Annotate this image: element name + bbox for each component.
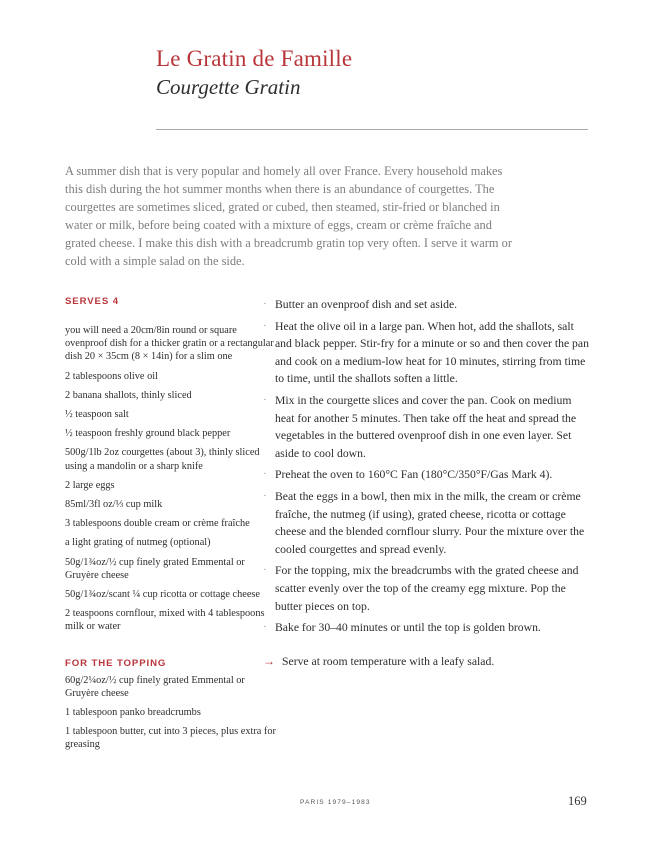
ingredient-item: you will need a 20cm/8in round or square ovenproof dish for a thicker gratin or a rectangular dish 20 × 35cm (8 × 14in) for a slim one [65, 325, 274, 363]
running-footer: PARIS 1979–1983 [300, 799, 371, 806]
topping-heading: FOR THE TOPPING [65, 657, 167, 669]
method-step [263, 488, 593, 558]
method-step [263, 318, 593, 388]
method-step-text: Preheat the oven to 160°C Fan (180°C/350°F/Gas Mark 4). [275, 468, 553, 482]
method-step [263, 466, 593, 484]
topping-item: 1 tablespoon panko breadcrumbs [65, 707, 201, 719]
intro-paragraph: A summer dish that is very popular and homely all over France. Every household makes this dish during the hot summer months when there is an abundance of courgettes. The courgettes are sometimes sliced, grated or cubed, then steamed, stir-fried or blanched in water or milk, before being coated with a mixture of eggs, cream or crème fraîche and grated cheese. I make this dish with a breadcrumb gratin top very often. I serve it warm or cold with a simple salad on the side. [65, 164, 512, 269]
ingredient-item: 50g/1¾oz/½ cup finely grated Emmental or Gruyère cheese [65, 556, 245, 581]
title-divider [156, 129, 588, 130]
method-step-text: For the topping, mix the breadcrumbs with the grated cheese and scatter evenly over the top of the creamy egg mixture. Pop the butter pieces on top. [275, 564, 579, 613]
bullet-icon: · [263, 468, 267, 481]
arrow-right-icon: → [263, 653, 275, 668]
page-number: 169 [568, 794, 587, 808]
ingredient-item: ½ teaspoon freshly ground black pepper [65, 428, 231, 440]
bullet-icon: · [263, 298, 267, 310]
serving-note-text: Serve at room temperature with a leafy salad. [282, 654, 495, 668]
method-step [263, 562, 593, 615]
ingredient-item: 2 tablespoons olive oil [65, 370, 158, 382]
bullet-icon: · [263, 319, 267, 332]
method-step [263, 619, 593, 637]
bullet-icon: · [263, 621, 267, 634]
method-column [263, 296, 593, 670]
recipe-title: Le Gratin de Famille [156, 46, 353, 71]
ingredients-column [65, 296, 280, 758]
method-step [263, 392, 593, 462]
method-step-text: Butter an ovenproof dish and set aside. [275, 298, 458, 311]
bullet-icon: · [263, 393, 267, 406]
method-step [263, 296, 593, 314]
ingredient-item: 50g/1¾oz/scant ¼ cup ricotta or cottage cheese [65, 589, 260, 601]
ingredient-item: 3 tablespoons double cream or crème fraîche [65, 518, 250, 530]
serves-heading: SERVES 4 [65, 296, 119, 307]
serving-note [263, 653, 593, 671]
ingredient-item: 2 teaspoons cornflour, mixed with 4 tablespoons milk or water [65, 608, 265, 633]
method-step-text: Heat the olive oil in a large pan. When hot, add the shallots, salt and black pepper. Stir-fry for a minute or so and then cover the pan and cook on a medium-low heat for 10 minutes, stirring from time to time, until the shallots soften a little. [275, 319, 589, 386]
ingredient-item: 2 banana shallots, thinly sliced [65, 389, 192, 401]
bullet-icon: · [263, 489, 267, 502]
ingredient-item: 2 large eggs [65, 479, 115, 491]
topping-item: 1 tablespoon butter, cut into 3 pieces, plus extra for greasing [65, 726, 276, 751]
ingredient-item: 85ml/3fl oz/⅓ cup milk [65, 499, 163, 511]
method-step-text: Mix in the courgette slices and cover the pan. Cook on medium heat for another 5 minutes. Then take off the heat and spread the vegetables in the buttered ovenproof dish in one even layer. Set aside to cool down. [275, 393, 577, 460]
method-step-text: Bake for 30–40 minutes or until the top is golden brown. [275, 621, 541, 635]
ingredient-item: 500g/1lb 2oz courgettes (about 3), thinly sliced using a mandolin or a sharp knife [65, 447, 260, 472]
title-block [156, 44, 352, 100]
ingredient-item: ½ teaspoon salt [65, 409, 129, 421]
recipe-subtitle: Courgette Gratin [156, 75, 301, 99]
ingredient-item: a light grating of nutmeg (optional) [65, 537, 211, 549]
topping-item: 60g/2¼oz/½ cup finely grated Emmental or Gruyère cheese [65, 674, 245, 699]
bullet-icon: · [263, 564, 267, 577]
method-step-text: Beat the eggs in a bowl, then mix in the milk, the cream or crème fraîche, the nutmeg (if using), grated cheese, ricotta or cottage cheese and the blended cornflour slurry. Pour the mixture over the cooled courgettes and spread evenly. [275, 489, 585, 556]
